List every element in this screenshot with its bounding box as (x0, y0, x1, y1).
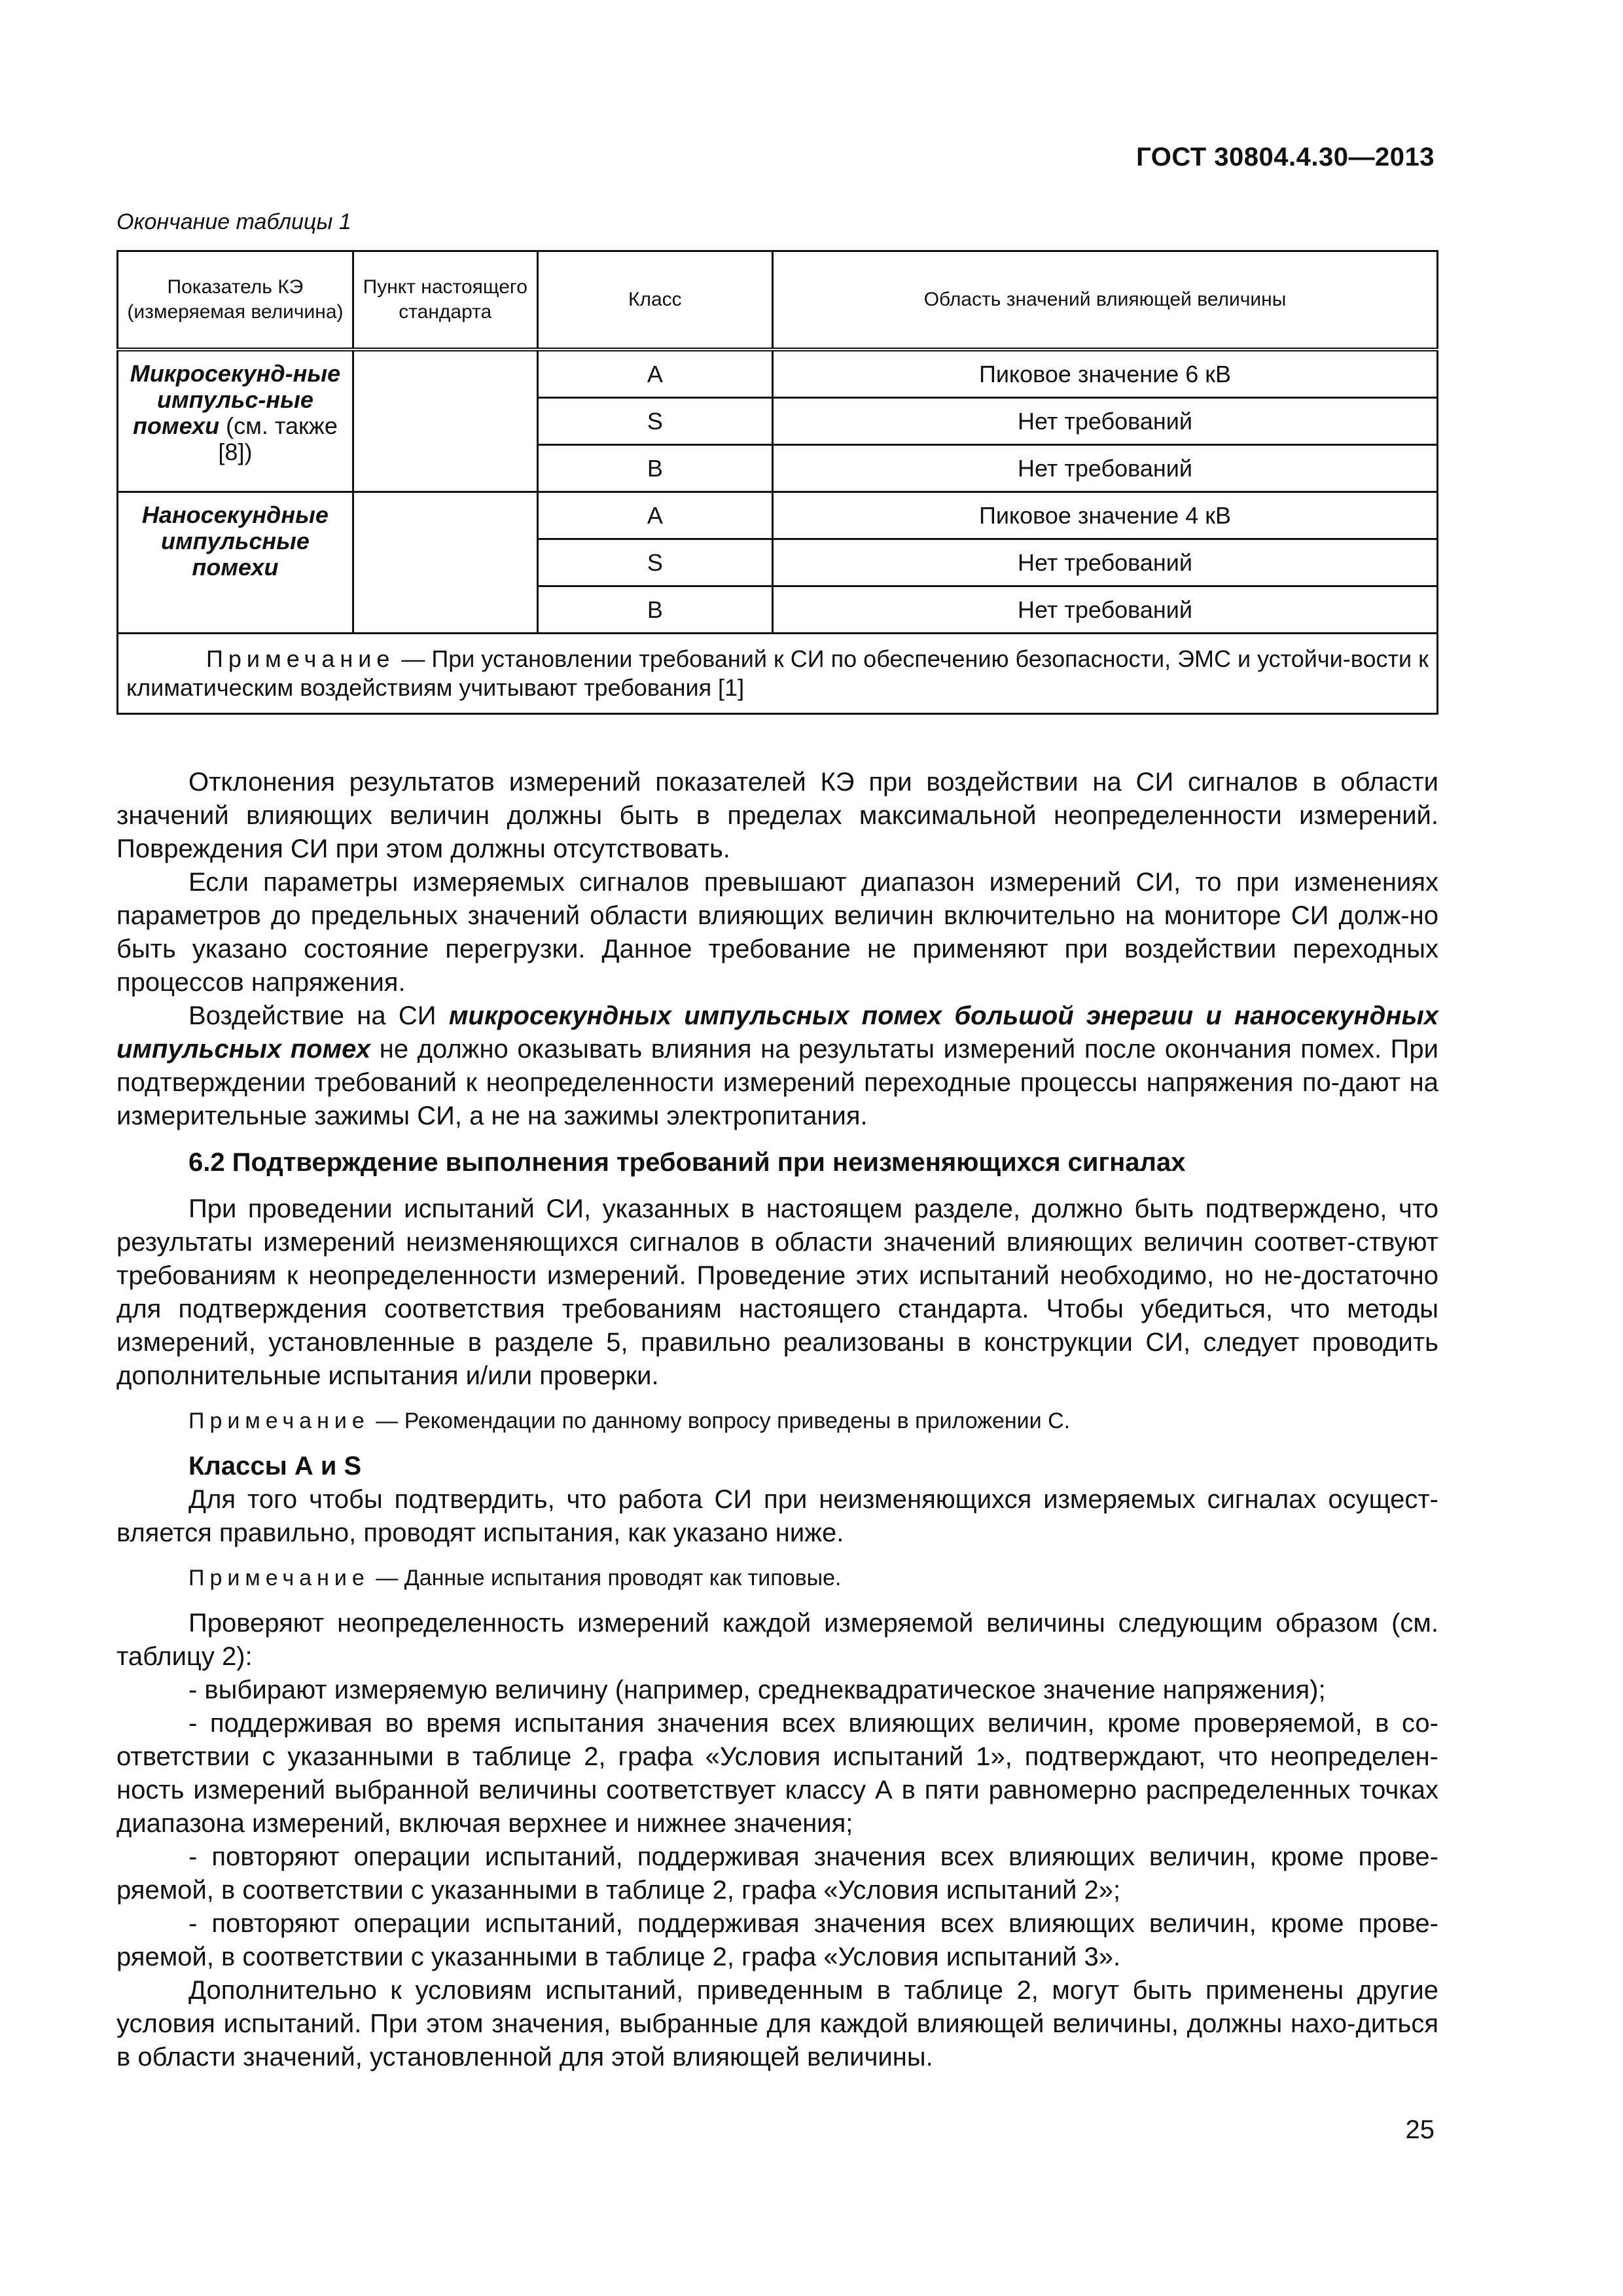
list-item: - выбирают измеряемую величину (например, среднеквадратическое значение напряжения); (188, 1676, 1326, 1704)
range-cell: Нет требований (773, 445, 1438, 492)
range-cell: Нет требований (773, 586, 1438, 634)
table-note-row (118, 634, 1438, 714)
range-cell: Пиковое значение 4 кВ (773, 492, 1438, 539)
range-cell: Пиковое значение 6 кВ (773, 350, 1438, 398)
body-text (116, 766, 1438, 2074)
paragraph-text: Воздействие на СИ (188, 1001, 449, 1030)
quantity-name: Микросекунд-ные импульс-ные помехи (130, 360, 341, 439)
list-item: - повторяют операции испытаний, поддерживая значения всех влияющих величин, кроме прове-ряемой, в соответствии с указанными в таблице 2, графа «Условия испытаний 2»; (116, 1842, 1438, 1905)
class-cell: S (537, 539, 772, 586)
page-number: 25 (1405, 2115, 1435, 2144)
range-cell: Нет требований (773, 539, 1438, 586)
emphasis-text: микросекундных импульсных помех большой энергии и наносекундных импульсных помех (116, 1001, 1438, 1064)
table-row (118, 492, 1438, 539)
table-caption: Окончание таблицы 1 (116, 209, 351, 234)
list-item: - поддерживая во время испытания значения всех влияющих величин, кроме проверяемой, в со-ответствии с указанными в таблице 2, графа «Условия испытаний 1», подтверждают, что неопределен-ность измерений выбранной величины соответствует классу А в пяти равномерно распределенных точках диапазона измерений, включая верхнее и нижнее значения; (116, 1709, 1438, 1838)
table-row (118, 350, 1438, 398)
clause-cell (353, 492, 537, 634)
note-label: Примечание (188, 1408, 370, 1433)
table-header-row (118, 251, 1438, 350)
quantity-name: Наносекундные импульсные помехи (141, 501, 329, 581)
document-id: ГОСТ 30804.4.30—2013 (1136, 143, 1435, 171)
subsection-heading: Классы А и S (188, 1452, 362, 1480)
paragraph (116, 999, 1438, 1133)
column-header-range: Область значений влияющей величины (773, 251, 1438, 350)
column-header-class: Класс (537, 251, 772, 350)
table-note (118, 634, 1438, 714)
clause-cell (353, 350, 537, 492)
requirements-table (116, 250, 1438, 715)
column-header-clause: Пункт настоящего стандарта (353, 251, 537, 350)
quantity-cell (118, 492, 353, 634)
class-cell: S (537, 398, 772, 445)
note (116, 1405, 1438, 1438)
class-cell: A (537, 492, 772, 539)
note-label: Примечание (188, 1566, 370, 1590)
paragraph-text: не должно оказывать влияния на результаты измерений после окончания помех. При подтверждении требований к неопределенности измерений переходные процессы напряжения по-дают на измерительные зажимы СИ, а не на зажимы электропитания. (116, 1035, 1438, 1130)
note-text: — Данные испытания проводят как типовые. (369, 1566, 842, 1590)
paragraph: Для того чтобы подтвердить, что работа СИ при неизменяющихся измеряемых сигналах осущест-вляется правильно, проводят испытания, как указано ниже. (116, 1485, 1438, 1547)
class-cell: A (537, 350, 772, 398)
section-heading: 6.2 Подтверждение выполнения требований при неизменяющихся сигналах (188, 1148, 1186, 1177)
column-header-quantity: Показатель КЭ (измеряемая величина) (118, 251, 353, 350)
quantity-cell (118, 350, 353, 492)
paragraph: Дополнительно к условиям испытаний, приведенным в таблице 2, могут быть применены другие условия испытаний. При этом значения, выбранные для каждой влияющей величины, должны нахо-диться в области значений, установленной для этой влияющей величины. (116, 1976, 1438, 2072)
range-cell: Нет требований (773, 398, 1438, 445)
list-item: - повторяют операции испытаний, поддерживая значения всех влияющих величин, кроме прове-ряемой, в соответствии с указанными в таблице 2, графа «Условия испытаний 3». (116, 1909, 1438, 1971)
note (116, 1562, 1438, 1595)
quantity-reference: (см. также [8]) (218, 412, 338, 465)
paragraph: При проведении испытаний СИ, указанных в настоящем разделе, должно быть подтверждено, что результаты измерений неизменяющихся сигналов в области значений влияющих величин соответ-ствуют требованиям к неопределенности измерений. Проведение этих испытаний необходимо, но не-достаточно для подтверждения соответствия требованиям настоящего стандарта. Чтобы убедиться, что методы измерений, установленные в разделе 5, правильно реализованы в конструкции СИ, следует проводить дополнительные испытания и/или проверки. (116, 1194, 1438, 1390)
class-cell: B (537, 586, 772, 634)
note-text: — При установлении требований к СИ по обеспечению безопасности, ЭМС и устойчи-вости к климатическим воздействиям учитывают требования [1] (126, 645, 1429, 701)
paragraph: Если параметры измеряемых сигналов превышают диапазон измерений СИ, то при изменениях параметров до предельных значений области влияющих величин включительно на мониторе СИ долж-но быть указано состояние перегрузки. Данное требование не применяют при воздействии переходных процессов напряжения. (116, 868, 1438, 997)
note-label: Примечание (206, 645, 395, 672)
paragraph: Отклонения результатов измерений показателей КЭ при воздействии на СИ сигналов в области значений влияющих величин должны быть в пределах максимальной неопределенности измерений. Повреждения СИ при этом должны отсутствовать. (116, 768, 1438, 863)
paragraph: Проверяют неопределенность измерений каждой измеряемой величины следующим образом (см. таблицу 2): (116, 1609, 1438, 1671)
class-cell: B (537, 445, 772, 492)
note-text: — Рекомендации по данному вопросу приведены в приложении С. (369, 1408, 1071, 1433)
